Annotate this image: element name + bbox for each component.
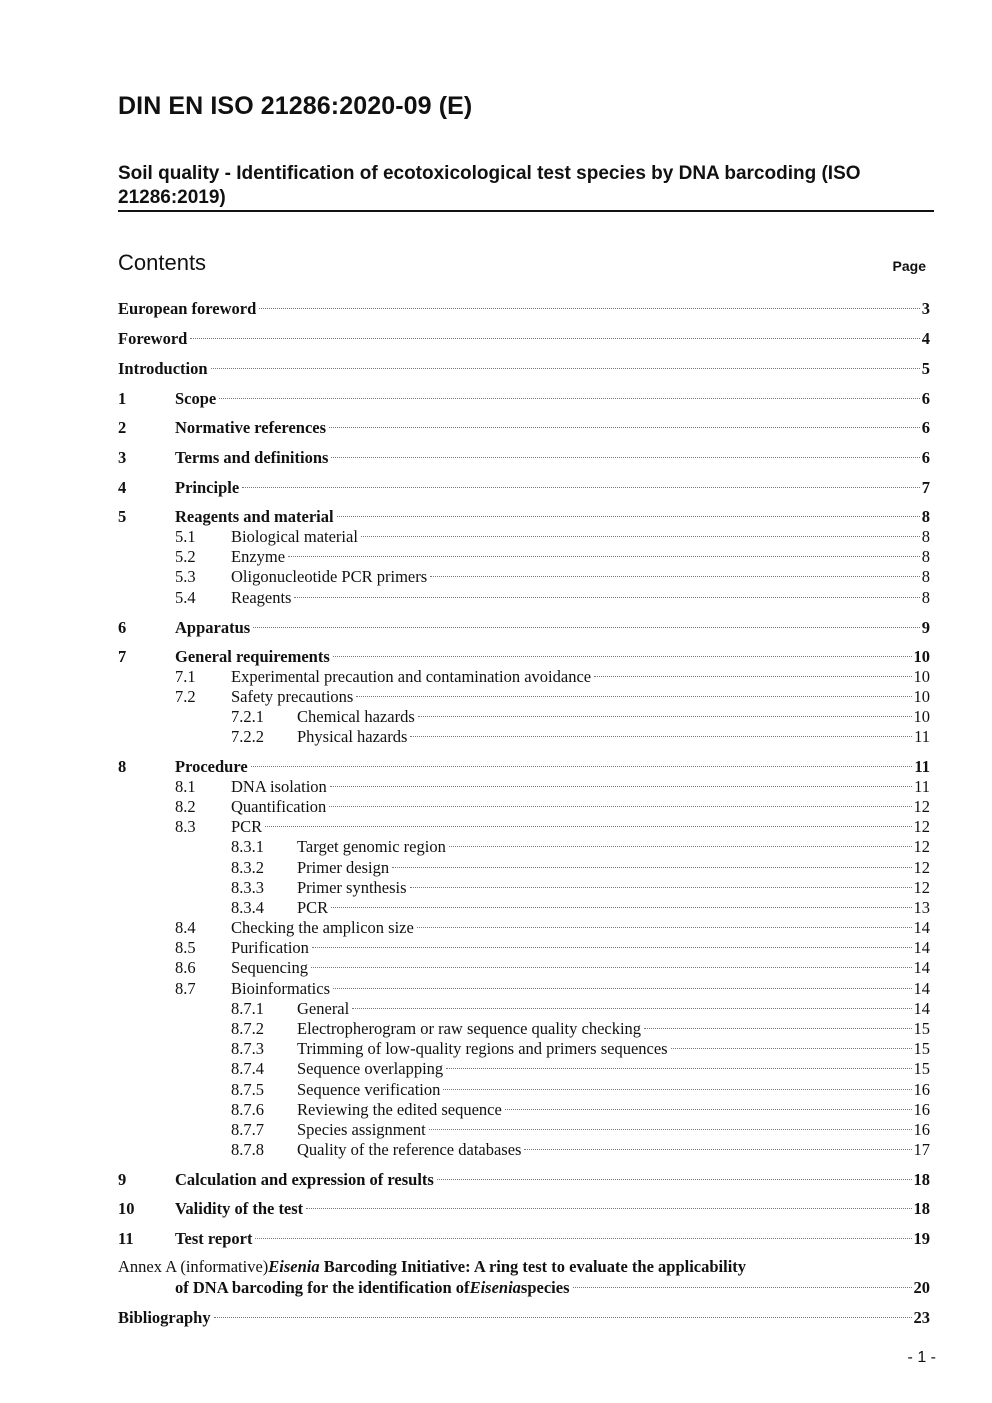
toc-entry[interactable] bbox=[118, 478, 930, 498]
toc-entry-number: 8.3.3 bbox=[231, 878, 264, 897]
toc-entry-title: PCR bbox=[231, 817, 263, 836]
toc-entry[interactable] bbox=[118, 588, 930, 608]
annex-italic-eisenia: Eisenia bbox=[268, 1257, 320, 1276]
dot-leader bbox=[330, 786, 912, 787]
toc-entry-number: 8.7.1 bbox=[231, 999, 264, 1018]
toc-entry[interactable] bbox=[118, 618, 930, 638]
toc-entry[interactable] bbox=[118, 418, 930, 438]
toc-entry[interactable] bbox=[118, 1229, 930, 1249]
toc-entry[interactable] bbox=[118, 707, 930, 727]
dot-leader bbox=[288, 556, 920, 557]
annex-title-part3: species bbox=[520, 1278, 570, 1297]
toc-entry-number: 6 bbox=[118, 618, 127, 637]
document-subtitle: Soil quality - Identification of ecotoxicological test species by DNA barcoding (ISO 21286:2019) bbox=[118, 163, 861, 208]
toc-entry-number: 8 bbox=[118, 757, 127, 776]
annex-italic-eisenia-2: Eisenia bbox=[469, 1278, 521, 1297]
toc-entry[interactable] bbox=[118, 329, 930, 349]
toc-entry-page: 10 bbox=[913, 667, 930, 686]
toc-entry-title: Oligonucleotide PCR primers bbox=[231, 567, 428, 586]
toc-entry-title: Chemical hazards bbox=[297, 707, 415, 726]
toc-entry-page: 15 bbox=[913, 1019, 930, 1038]
dot-leader bbox=[410, 887, 912, 888]
toc-entry-page: 23 bbox=[913, 1308, 930, 1327]
toc-entry-title: Experimental precaution and contamination avoidance bbox=[231, 667, 592, 686]
toc-entry-title: Biological material bbox=[231, 527, 358, 546]
toc-entry[interactable] bbox=[118, 647, 930, 667]
toc-entry-page: 18 bbox=[913, 1170, 930, 1189]
toc-entry-page: 11 bbox=[914, 777, 930, 796]
dot-leader bbox=[265, 826, 911, 827]
toc-entry-page: 14 bbox=[913, 979, 930, 998]
toc-entry-number: 8.7 bbox=[175, 979, 196, 998]
toc-entry-number: 5.3 bbox=[175, 567, 196, 586]
toc-entry-number: 9 bbox=[118, 1170, 127, 1189]
dot-leader bbox=[644, 1028, 911, 1029]
toc-entry-number: 8.1 bbox=[175, 777, 196, 796]
annex-title-part1: Barcoding Initiative: A ring test to evaluate the applicability bbox=[319, 1257, 747, 1276]
toc-entry-number: 8.5 bbox=[175, 938, 196, 957]
toc-entry-title: Scope bbox=[175, 389, 217, 408]
toc-entry-page: 3 bbox=[921, 299, 930, 318]
toc-entry[interactable] bbox=[118, 878, 930, 898]
toc-entry[interactable] bbox=[118, 837, 930, 857]
toc-entry-number: 5.1 bbox=[175, 527, 196, 546]
toc-entry-number: 2 bbox=[118, 418, 127, 437]
toc-entry-page: 10 bbox=[913, 687, 930, 706]
toc-entry-number: 1 bbox=[118, 389, 127, 408]
toc-entry-page: 8 bbox=[921, 567, 930, 586]
toc-entry[interactable] bbox=[118, 359, 930, 379]
dot-leader bbox=[671, 1048, 912, 1049]
toc-entry-title: Reviewing the edited sequence bbox=[297, 1100, 502, 1119]
dot-leader bbox=[573, 1287, 912, 1288]
toc-entry-page: 6 bbox=[921, 418, 930, 437]
toc-entry-number: 8.7.2 bbox=[231, 1019, 264, 1038]
toc-entry-title: DNA isolation bbox=[231, 777, 327, 796]
toc-entry-number: 8.7.3 bbox=[231, 1039, 264, 1058]
toc-entry-page: 7 bbox=[921, 478, 930, 497]
dot-leader bbox=[211, 368, 920, 369]
dot-leader bbox=[311, 967, 912, 968]
dot-leader bbox=[410, 736, 912, 737]
dot-leader bbox=[418, 716, 912, 717]
toc-entry-title: Validity of the test bbox=[175, 1199, 304, 1218]
toc-entry-title: Quantification bbox=[231, 797, 327, 816]
toc-entry-title: Bibliography bbox=[118, 1308, 211, 1327]
dot-leader bbox=[437, 1179, 912, 1180]
toc-entry-title: Apparatus bbox=[175, 618, 251, 637]
toc-entry-number: 11 bbox=[118, 1229, 134, 1248]
toc-entry-page: 8 bbox=[921, 527, 930, 546]
dot-leader bbox=[429, 1129, 912, 1130]
title-divider bbox=[118, 210, 934, 212]
toc-entry[interactable] bbox=[118, 389, 930, 409]
toc-entry-page: 13 bbox=[913, 898, 930, 917]
dot-leader bbox=[505, 1109, 912, 1110]
dot-leader bbox=[337, 516, 920, 517]
toc-entry[interactable] bbox=[118, 898, 930, 918]
toc-entry[interactable] bbox=[118, 687, 930, 707]
toc-entry-annex-a-continued[interactable] bbox=[175, 1278, 930, 1298]
toc-entry-page: 8 bbox=[921, 588, 930, 607]
toc-entry-page: 10 bbox=[913, 647, 930, 666]
toc-entry-page: 9 bbox=[921, 618, 930, 637]
toc-entry-title: Bioinformatics bbox=[231, 979, 330, 998]
toc-entry-title: Enzyme bbox=[231, 547, 286, 566]
dot-leader bbox=[331, 457, 919, 458]
toc-entry[interactable] bbox=[118, 1140, 930, 1160]
toc-entry-number: 8.7.6 bbox=[231, 1100, 264, 1119]
toc-entry[interactable] bbox=[118, 299, 930, 319]
dot-leader bbox=[331, 907, 911, 908]
toc-entry-page: 14 bbox=[913, 958, 930, 977]
toc-entry[interactable] bbox=[118, 1199, 930, 1219]
toc-entry-page: 15 bbox=[913, 1059, 930, 1078]
toc-entry-title: Test report bbox=[175, 1229, 253, 1248]
dot-leader bbox=[312, 947, 912, 948]
toc-entry-page: 17 bbox=[913, 1140, 930, 1159]
dot-leader bbox=[259, 308, 919, 309]
toc-entry-title: Principle bbox=[175, 478, 240, 497]
toc-entry-page: 16 bbox=[913, 1080, 930, 1099]
toc-entry-title: Safety precautions bbox=[231, 687, 354, 706]
toc-entry-page: 14 bbox=[913, 918, 930, 937]
toc-entry-title: European foreword bbox=[118, 299, 257, 318]
toc-entry-title: Electropherogram or raw sequence quality checking bbox=[297, 1019, 642, 1038]
toc-entry-title: Target genomic region bbox=[297, 837, 446, 856]
toc-entry[interactable] bbox=[118, 757, 930, 777]
toc-entry-number: 8.2 bbox=[175, 797, 196, 816]
toc-entry-page: 12 bbox=[913, 817, 930, 836]
toc-entry-number: 7 bbox=[118, 647, 127, 666]
toc-entry[interactable] bbox=[118, 507, 930, 527]
toc-entry[interactable] bbox=[118, 797, 930, 817]
contents-heading: Contents bbox=[118, 250, 207, 275]
toc-entry-page: 16 bbox=[913, 1120, 930, 1139]
toc-entry-number: 7.2.1 bbox=[231, 707, 264, 726]
dot-leader bbox=[255, 1238, 911, 1239]
toc-entry-title: Checking the amplicon size bbox=[231, 918, 414, 937]
toc-entry[interactable] bbox=[118, 527, 930, 547]
toc-entry-title: Reagents bbox=[231, 588, 292, 607]
toc-entry-number: 8.3.2 bbox=[231, 858, 264, 877]
toc-entry-title: Purification bbox=[231, 938, 309, 957]
dot-leader bbox=[306, 1208, 911, 1209]
toc-entry-number: 7.2.2 bbox=[231, 727, 264, 746]
dot-leader bbox=[333, 988, 912, 989]
annex-page: 20 bbox=[913, 1278, 930, 1297]
toc-entry-number: 8.7.4 bbox=[231, 1059, 264, 1078]
toc-entry-page: 12 bbox=[913, 797, 930, 816]
toc-entry[interactable] bbox=[118, 979, 930, 999]
dot-leader bbox=[361, 536, 920, 537]
dot-leader bbox=[443, 1089, 911, 1090]
dot-leader bbox=[242, 487, 920, 488]
toc-entry[interactable] bbox=[118, 938, 930, 958]
dot-leader bbox=[417, 927, 912, 928]
toc-entry[interactable] bbox=[118, 858, 930, 878]
toc-entry-title: Reagents and material bbox=[175, 507, 334, 526]
dot-leader bbox=[449, 846, 912, 847]
toc-entry[interactable] bbox=[118, 918, 930, 938]
toc-entry-page: 8 bbox=[921, 507, 930, 526]
dot-leader bbox=[294, 597, 919, 598]
toc-entry-page: 15 bbox=[913, 1039, 930, 1058]
toc-entry-number: 8.4 bbox=[175, 918, 196, 937]
toc-entry[interactable] bbox=[118, 667, 930, 687]
toc-entry-number: 7.1 bbox=[175, 667, 196, 686]
annex-title-part2: of DNA barcoding for the identification of bbox=[175, 1278, 470, 1297]
dot-leader bbox=[594, 676, 911, 677]
toc-entry-page: 8 bbox=[921, 547, 930, 566]
toc-entry-title: Calculation and expression of results bbox=[175, 1170, 434, 1189]
toc-entry[interactable] bbox=[118, 1080, 930, 1100]
toc-entry[interactable] bbox=[118, 1100, 930, 1120]
toc-entry-page: 11 bbox=[914, 727, 930, 746]
page-column-heading: Page bbox=[892, 258, 926, 274]
dot-leader bbox=[251, 766, 913, 767]
toc-entry-page: 5 bbox=[921, 359, 930, 378]
toc-entry[interactable] bbox=[118, 1039, 930, 1059]
toc-entry-title: Sequencing bbox=[231, 958, 308, 977]
toc-entry-page: 12 bbox=[913, 837, 930, 856]
toc-entry-title: Sequence overlapping bbox=[297, 1059, 444, 1078]
toc-entry-page: 19 bbox=[913, 1229, 930, 1248]
toc-entry-number: 8.6 bbox=[175, 958, 196, 977]
toc-entry-title: Procedure bbox=[175, 757, 248, 776]
document-title: DIN EN ISO 21286:2020-09 (E) bbox=[118, 92, 473, 120]
dot-leader bbox=[392, 867, 911, 868]
annex-prefix: Annex A (informative) bbox=[118, 1257, 269, 1276]
toc-entry-title: Physical hazards bbox=[297, 727, 408, 746]
dot-leader bbox=[329, 806, 911, 807]
toc-entry-page: 6 bbox=[921, 448, 930, 467]
page-number: - 1 - bbox=[907, 1349, 936, 1366]
toc-entry-title: General requirements bbox=[175, 647, 330, 666]
dot-leader bbox=[446, 1068, 911, 1069]
toc-entry-page: 4 bbox=[921, 329, 930, 348]
toc-entry-page: 16 bbox=[913, 1100, 930, 1119]
toc-entry[interactable] bbox=[118, 777, 930, 797]
toc-entry-number: 8.7.5 bbox=[231, 1080, 264, 1099]
toc-entry[interactable] bbox=[118, 727, 930, 747]
toc-entry-number: 5 bbox=[118, 507, 127, 526]
dot-leader bbox=[333, 656, 912, 657]
toc-entry-bibliography[interactable] bbox=[118, 1308, 930, 1328]
dot-leader bbox=[430, 576, 920, 577]
dot-leader bbox=[329, 427, 920, 428]
toc-entry-number: 5.4 bbox=[175, 588, 196, 607]
toc-entry-number: 10 bbox=[118, 1199, 135, 1218]
toc-entry-page: 18 bbox=[913, 1199, 930, 1218]
toc-entry[interactable] bbox=[118, 567, 930, 587]
toc-entry-page: 10 bbox=[913, 707, 930, 726]
toc-entry-title: Terms and definitions bbox=[175, 448, 329, 467]
toc-entry[interactable] bbox=[118, 958, 930, 978]
toc-entry-title: Normative references bbox=[175, 418, 327, 437]
toc-entry-page: 11 bbox=[914, 757, 930, 776]
toc-entry-page: 14 bbox=[913, 938, 930, 957]
dot-leader bbox=[214, 1317, 912, 1318]
toc-entry-title: Primer synthesis bbox=[297, 878, 407, 897]
toc-entry-title: Quality of the reference databases bbox=[297, 1140, 522, 1159]
toc-entry-page: 12 bbox=[913, 858, 930, 877]
toc-entry-number: 3 bbox=[118, 448, 127, 467]
toc-entry-number: 8.3.4 bbox=[231, 898, 264, 917]
toc-entry-page: 14 bbox=[913, 999, 930, 1018]
dot-leader bbox=[352, 1008, 911, 1009]
toc-entry[interactable] bbox=[118, 817, 930, 837]
toc-entry-title: Sequence verification bbox=[297, 1080, 441, 1099]
toc-entry-number: 8.3.1 bbox=[231, 837, 264, 856]
toc-entry-title: PCR bbox=[297, 898, 329, 917]
dot-leader bbox=[524, 1149, 911, 1150]
toc-entry[interactable] bbox=[118, 1120, 930, 1140]
toc-entry-number: 7.2 bbox=[175, 687, 196, 706]
dot-leader bbox=[219, 398, 920, 399]
dot-leader bbox=[356, 696, 911, 697]
dot-leader bbox=[253, 627, 920, 628]
toc-entry[interactable] bbox=[118, 547, 930, 567]
toc-entry-title: Trimming of low-quality regions and primers sequences bbox=[297, 1039, 668, 1058]
toc-entry-number: 8.3 bbox=[175, 817, 196, 836]
toc-entry-title: General bbox=[297, 999, 350, 1018]
toc-entry-annex-a[interactable] bbox=[118, 1257, 930, 1277]
toc-entry[interactable] bbox=[118, 1059, 930, 1079]
toc-entry-number: 8.7.7 bbox=[231, 1120, 264, 1139]
toc-entry-number: 4 bbox=[118, 478, 127, 497]
toc-entry-page: 6 bbox=[921, 389, 930, 408]
toc-entry-number: 8.7.8 bbox=[231, 1140, 264, 1159]
toc-entry-title: Foreword bbox=[118, 329, 188, 348]
dot-leader bbox=[190, 338, 919, 339]
toc-entry-title: Primer design bbox=[297, 858, 390, 877]
toc-entry[interactable] bbox=[118, 999, 930, 1019]
toc-entry-title: Species assignment bbox=[297, 1120, 426, 1139]
toc-entry[interactable] bbox=[118, 1019, 930, 1039]
toc-entry[interactable] bbox=[118, 448, 930, 468]
toc-entry-page: 12 bbox=[913, 878, 930, 897]
toc-entry-title: Introduction bbox=[118, 359, 208, 378]
toc-entry[interactable] bbox=[118, 1170, 930, 1190]
toc-entry-number: 5.2 bbox=[175, 547, 196, 566]
